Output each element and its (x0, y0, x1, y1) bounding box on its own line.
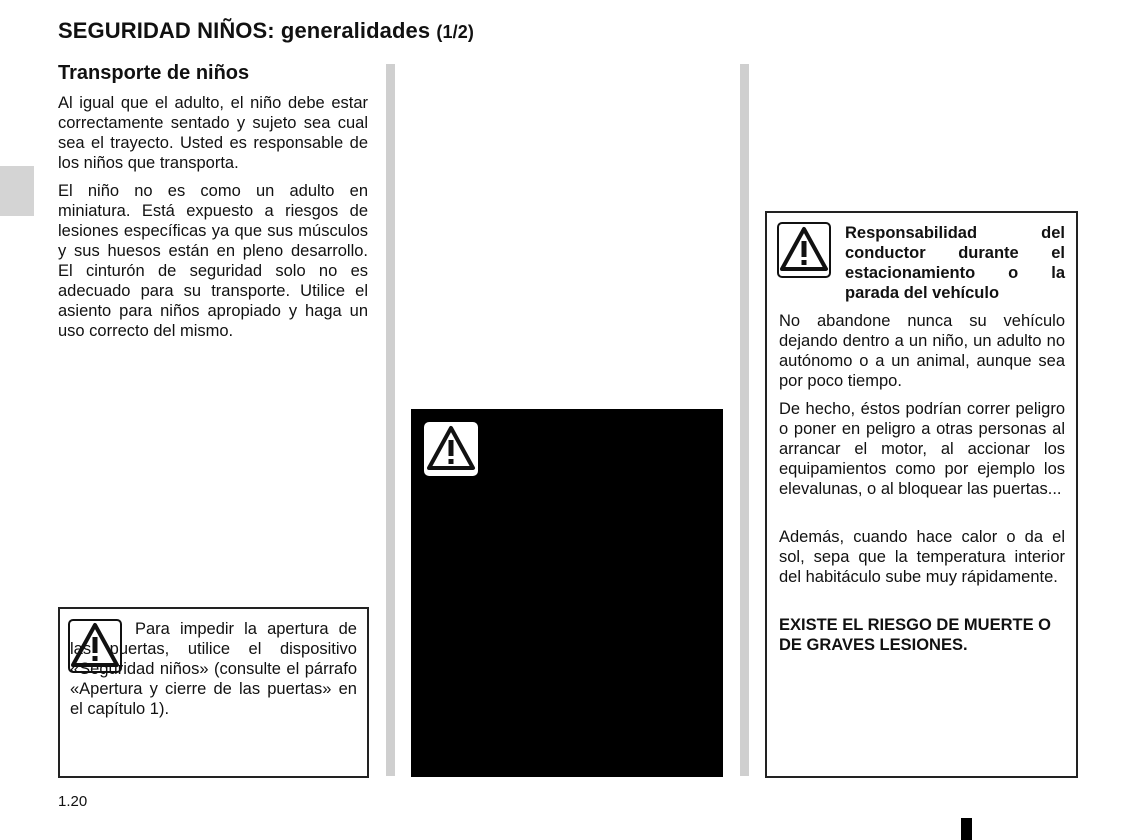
chapter-tab (0, 166, 34, 216)
section-heading: Transporte de niños (58, 62, 250, 84)
page-number: 1.20 (58, 793, 88, 810)
parking-warning-paragraph-2: De hecho, éstos podrían correr peligro o poner en peligro a otras personas al arrancar el motor, al accionar los equipamientos como por ejemplo los elevalunas, o al bloquear las puertas... (779, 400, 1065, 498)
print-mark (961, 818, 972, 840)
warning-panel (411, 409, 723, 777)
door-warning-text: Para impedir la apertura de las puertas, utilice el dispositivo «Seguridad niños» (consulte el párrafo «Apertura y cierre de las puertas» en el capítulo 1). (70, 620, 357, 718)
column-separator-2 (740, 64, 749, 776)
paragraph-1: Al igual que el adulto, el niño debe estar correctamente sentado y sujeto sea cual sea el trayecto. Usted es responsable de los niños que transporta. (58, 94, 368, 172)
parking-warning-paragraph-3: Además, cuando hace calor o da el sol, sepa que la temperatura interior del habitáculo sube muy rápidamente. (779, 528, 1065, 586)
column-separator-1 (386, 64, 395, 776)
page-title-text: SEGURIDAD NIÑOS: generalidades (58, 18, 431, 43)
page-title-part: (1/2) (436, 22, 474, 42)
page-title (58, 18, 474, 44)
warning-triangle-icon (424, 422, 478, 476)
parking-warning-emphasis: EXISTE EL RIESGO DE MUERTE O DE GRAVES LESIONES. (779, 616, 1051, 654)
paragraph-2: El niño no es como un adulto en miniatura. Está expuesto a riesgos de lesiones específicas ya que sus músculos y sus huesos están en pleno desarrollo. El cinturón de seguridad solo no es adecuado para su transporte. Utilice el asiento para niños apropiado y haga un uso correcto del mismo. (58, 182, 368, 340)
warning-triangle-icon (777, 222, 831, 278)
parking-warning-title: Responsabilidad del conductor durante el estacionamiento o la parada del vehículo (845, 224, 1065, 302)
door-warning-box (58, 607, 369, 778)
parking-warning-paragraph-1: No abandone nunca su vehículo dejando dentro a un niño, un adulto no autónomo o a un animal, aunque sea por poco tiempo. (779, 312, 1065, 390)
parking-warning-box (765, 211, 1078, 778)
